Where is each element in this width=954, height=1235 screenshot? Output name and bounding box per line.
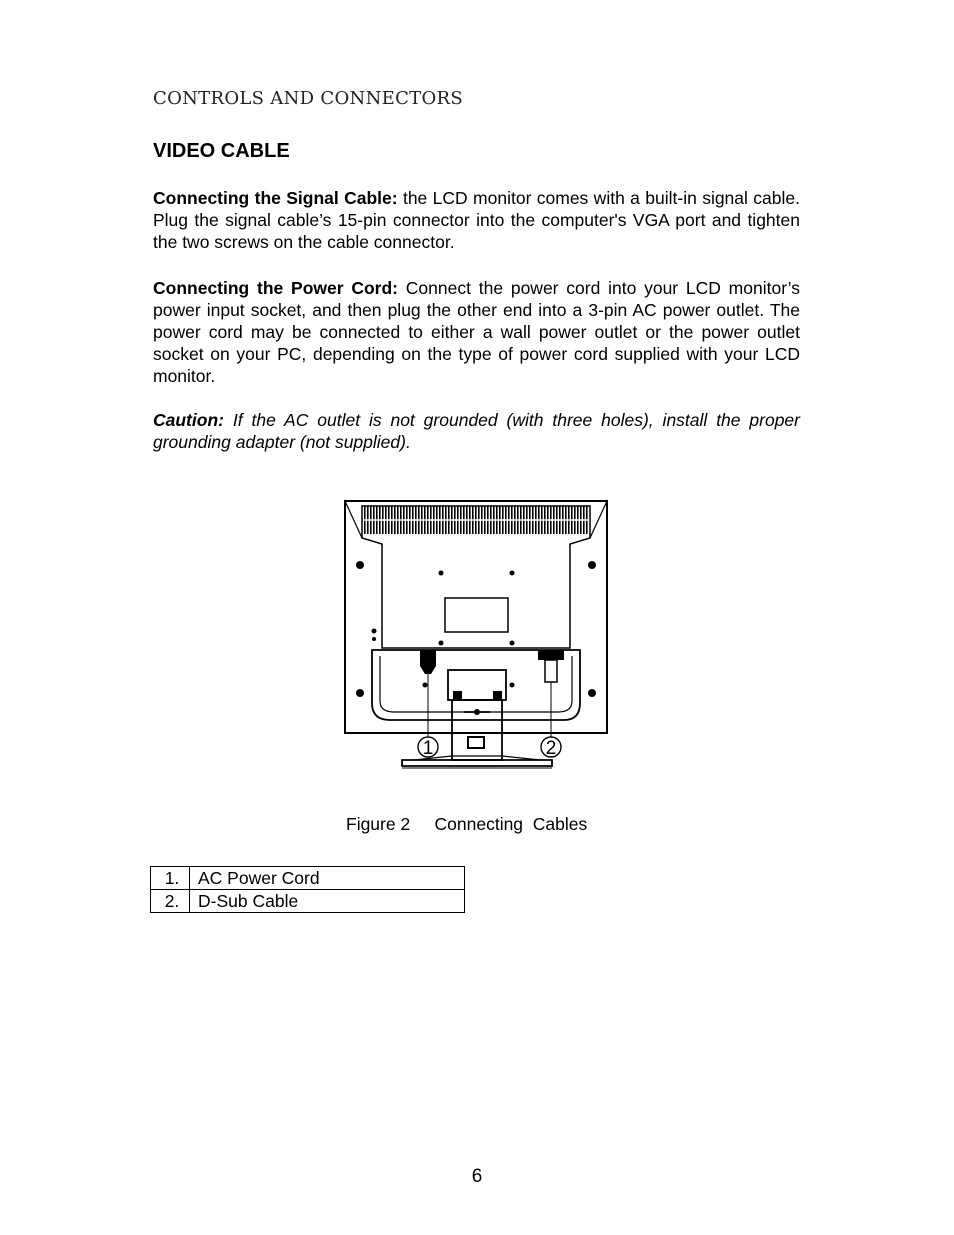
figure-caption: Figure 2 Connecting Cables bbox=[346, 814, 588, 834]
callout-1 bbox=[418, 737, 438, 759]
signal-cable-text: the LCD monitor comes with a built-in signal cable. Plug the signal cable’s 15-pin connector into the computer's VGA port and tighten the two screws on the cable connector. bbox=[153, 188, 800, 252]
legend-label: D-Sub Cable bbox=[190, 890, 465, 913]
legend-table bbox=[150, 866, 465, 913]
table-row bbox=[151, 867, 465, 890]
caution-text: If the AC outlet is not grounded (with three holes), install the proper grounding adapter (not supplied). bbox=[153, 410, 800, 452]
signal-cable-label: Connecting the Signal Cable: bbox=[153, 188, 398, 208]
legend-label: AC Power Cord bbox=[190, 867, 465, 890]
power-plug bbox=[420, 650, 436, 674]
callout-2-label: 2 bbox=[545, 738, 557, 759]
legend-number: 1. bbox=[151, 867, 190, 890]
callout-1-label: 1 bbox=[422, 738, 434, 759]
mount-screws bbox=[356, 561, 596, 697]
legend-number: 2. bbox=[151, 890, 190, 913]
dsub-connector bbox=[538, 650, 564, 660]
stand-base bbox=[402, 760, 552, 766]
running-head: CONTROLS AND CONNECTORS bbox=[153, 88, 463, 109]
power-cord-text: Connect the power cord into your LCD monitor’s power input socket, and then plug the other end into a 3-pin AC power outlet. The power cord may be connected to either a wall power outlet or the power outlet socket on your PC, depending on the type of power cord supplied with your LCD monitor. bbox=[153, 278, 801, 386]
monitor-rear-illustration bbox=[340, 498, 614, 774]
stand-slot bbox=[468, 737, 484, 748]
power-cord-label: Connecting the Power Cord: bbox=[153, 278, 398, 298]
monitor-outer-frame bbox=[345, 501, 607, 733]
caution-paragraph bbox=[153, 409, 800, 453]
caution-label: Caution: bbox=[153, 410, 224, 430]
power-cord-paragraph bbox=[153, 277, 800, 387]
page-number: 6 bbox=[471, 1166, 483, 1187]
signal-cable-paragraph bbox=[153, 187, 800, 253]
table-row bbox=[151, 890, 465, 913]
label-plate bbox=[445, 598, 508, 632]
section-title: VIDEO CABLE bbox=[153, 140, 290, 162]
callout-2 bbox=[541, 737, 561, 759]
